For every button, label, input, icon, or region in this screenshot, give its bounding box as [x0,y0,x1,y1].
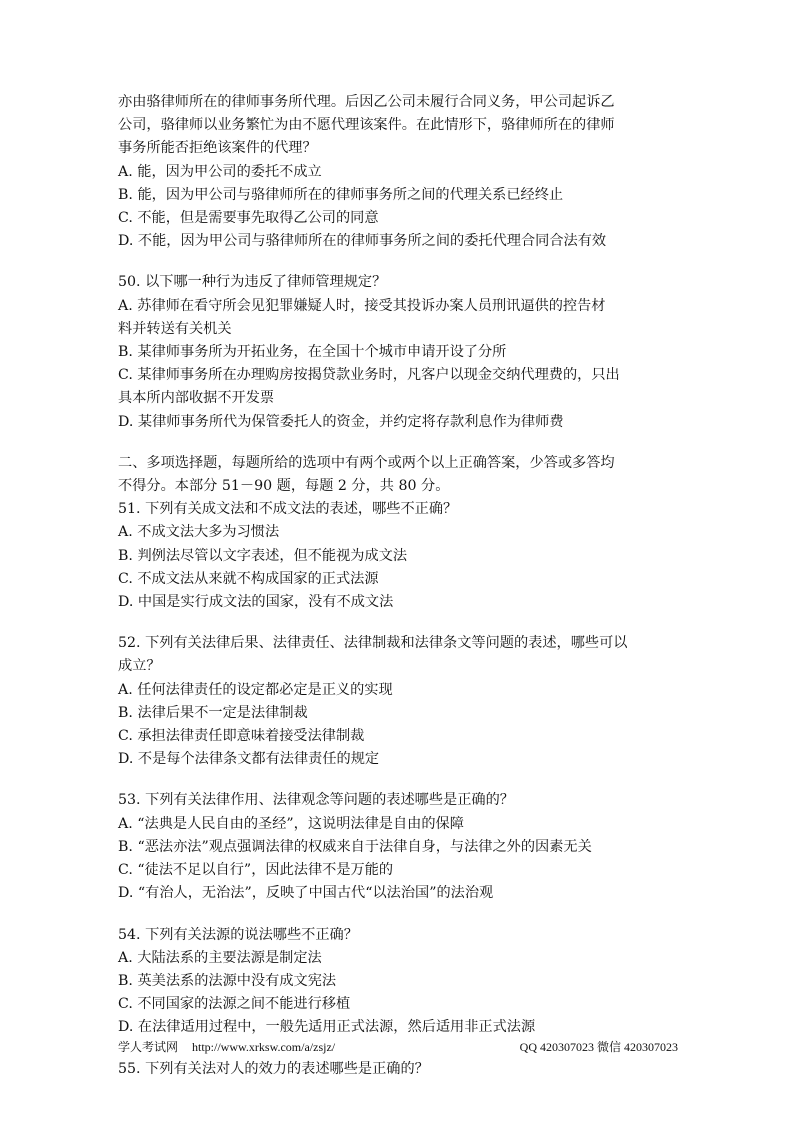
text-line: 公司，骆律师以业务繁忙为由不愿代理该案件。在此情形下，骆律师所在的律师 [118,117,615,134]
question-51 [118,498,686,614]
option-a: A. 苏律师在看守所会见犯罪嫌疑人时，接受其投诉办案人员刑讯逼供的控告材 [118,297,606,314]
option-d: D. 在法律适用过程中，一般先适用正式法源，然后适用非正式法源 [118,1019,536,1036]
spacer [118,253,686,271]
option-c: C. 不成文法从来就不构成国家的正式法源 [118,570,379,587]
question-stem: 50. 以下哪一种行为违反了律师管理规定？ [118,274,387,291]
option-c: C. 承担法律责任即意味着接受法律制裁 [118,728,365,745]
option-c: C. 某律师事务所在办理购房按揭贷款业务时，凡客户以现金交纳代理费的，只出 [118,367,620,384]
option-d: D. 不能，因为甲公司与骆律师所在的律师事务所之间的委托代理合同合法有效 [118,233,607,250]
question-stem: 52. 下列有关法律后果、法律责任、法律制裁和法律条文等问题的表述，哪些可以 [118,635,628,652]
question-stem: 55. 下列有关法对人的效力的表述哪些是正确的？ [118,1060,429,1077]
question-52 [118,632,686,771]
option-c: C. 不能，但是需要事先取得乙公司的同意 [118,210,379,227]
question-stem: 51. 下列有关成文法和不成文法的表述，哪些不正确？ [118,501,458,518]
option-c: C. “徒法不足以自行”，因此法律不是万能的 [118,862,394,879]
footer-contact: QQ 420307023 微信 420307023 [519,1040,678,1054]
footer-url-link[interactable]: http://www.xrksw.com/a/zsjz/ [192,1040,336,1054]
page-footer [118,1038,678,1056]
option-b: B. “恶法亦法”观点强调法律的权威来自于法律自身，与法律之外的因素无关 [118,838,592,855]
option-d: D. 中国是实行成文法的国家，没有不成文法 [118,594,394,611]
footer-source [118,1038,335,1055]
section-instructions: 二、多项选择题，每题所给的选项中有两个或两个以上正确答案，少答或多答均 [118,454,615,471]
option-c-continued: 具本所内部收据不开发票 [118,390,275,407]
spacer [118,771,686,789]
question-stem: 54. 下列有关法源的说法哪些不正确？ [118,926,358,943]
option-d: D. 某律师事务所代为保管委托人的资金，并约定将存款利息作为律师费 [118,413,564,430]
option-b: B. 判例法尽管以文字表述，但不能视为成文法 [118,547,408,564]
question-53 [118,789,686,905]
option-b: B. 能，因为甲公司与骆律师所在的律师事务所之间的代理关系已经终止 [118,186,564,203]
option-a: A. 任何法律责任的设定都必定是正义的实现 [118,681,393,698]
spacer [118,434,686,452]
question-50 [118,271,686,433]
option-b: B. 某律师事务所为开拓业务，在全国十个城市申请开设了分所 [118,344,507,361]
question-stem-continued: 成立？ [118,658,161,675]
option-a: A. “法典是人民自由的圣经”，这说明法律是自由的保障 [118,815,464,832]
option-d: D. “有治人，无治法”，反映了中国古代“以法治国”的法治观 [118,885,494,902]
option-c: C. 不同国家的法源之间不能进行移植 [118,996,351,1013]
page-content [118,91,686,1081]
text-line: 亦由骆律师所在的律师事务所代理。后因乙公司未履行合同义务，甲公司起诉乙 [118,94,615,110]
question-55 [118,1058,686,1081]
section-heading-multiple-choice [118,452,686,498]
option-b: B. 法律后果不一定是法律制裁 [118,704,308,721]
question-54 [118,924,686,1040]
question-stem: 53. 下列有关法律作用、法律观念等问题的表述哪些是正确的？ [118,792,514,809]
option-a-continued: 料并转送有关机关 [118,320,232,337]
section-instructions-continued: 不得分。本部分 51－90 题，每题 2 分，共 80 分。 [118,478,450,495]
option-b: B. 英美法系的法源中没有成文宪法 [118,972,337,989]
footer-site-name: 学人考试网 [118,1040,179,1054]
spacer [118,614,686,632]
option-d: D. 不是每个法律条文都有法律责任的规定 [118,751,380,768]
option-a: A. 能，因为甲公司的委托不成立 [118,163,322,180]
option-a: A. 大陆法系的主要法源是制定法 [118,949,322,966]
text-line: 事务所能否拒绝该案件的代理？ [118,140,317,157]
option-a: A. 不成文法大多为习惯法 [118,524,280,541]
spacer [118,906,686,924]
question-49-continued [118,91,686,253]
